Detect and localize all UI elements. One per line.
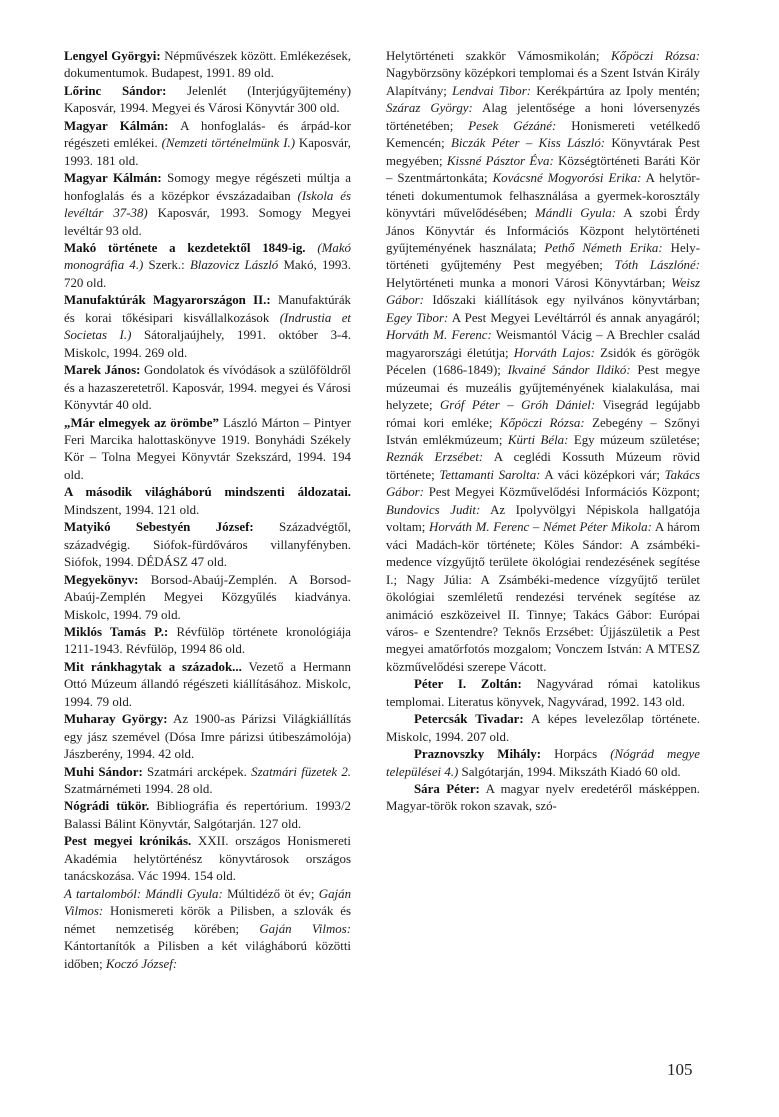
entry-title: Manufaktúrák Magyarországon II.: xyxy=(64,293,271,308)
entry-title: Petercsák Tivadar: xyxy=(414,712,524,727)
bibliography-entry xyxy=(64,659,351,711)
entry-italic: (Nemzeti történelmünk I.) xyxy=(161,136,296,151)
entry-italic: Weisz Gábor: xyxy=(386,275,700,308)
entry-text: Révfülöp története kronológiája 1211-1943. Révfülöp, 1994 86 old. xyxy=(64,624,352,657)
entry-italic: (Iskola és levéltár 37-38) xyxy=(64,188,351,221)
entry-text: Múltidéző öt év; xyxy=(222,886,319,901)
entry-text: Szerk.: xyxy=(143,258,190,273)
entry-text: Századvégtől, századvégig. Siófok-fürdőváros villanyfényben. Siófok, 1994. DÉDÁSZ 47 old. xyxy=(64,520,351,570)
bibliography-entry xyxy=(64,83,351,118)
entry-italic: Gaján Vilmos: xyxy=(64,886,352,919)
entry-text: Honismereti vetélkedő Kemencén; xyxy=(386,118,701,151)
entry-text: Kerékpártúra az Ipoly mentén; xyxy=(531,83,700,98)
entry-title: A második világháború mindszenti áldozatai. xyxy=(64,485,351,500)
entry-text: A magyar nyelv eredetéről másképpen. Magyar-török rokon szavak, szó- xyxy=(386,782,700,814)
entry-text: A három váci Madách-kör története; Köles Sándor: A zsámbéki-medence vízgyűjtő területe ökológiai rendezésének segítése I.; Nagy Júlia: A Zsámbéki-medence vízgyűjtő terület ökológiai szemléletű rendezési tervének segítése az animáció eszközeivel II. Tinnye; Takács Gábor: Európai város- e Szentendre? Teknős Erzsébet: Újjászületik a Pest megyei amatőrfotós mozgalom; Vonczem István: A MTESZ közművelődési szerepe Vácott. xyxy=(386,520,700,674)
entry-text: Az 1900-as Párizsi Világkiállítás egy jász szemével (Dósa Imre párizsi útibeszámolója) Jászberény, 1994. 42 old. xyxy=(64,712,351,762)
entry-italic: Kőpöczi Rózsa: xyxy=(499,415,585,430)
bibliography-entry xyxy=(64,764,351,799)
entry-text: Gondolatok és vívódások a szülőföldről és a hazaszeretetről. Kaposvár, 1994. megyei és Városi Könyvtár 40 old. xyxy=(64,363,351,413)
entry-italic: Horváth M. Ferenc – Német Péter Mikola: xyxy=(429,520,652,535)
entry-text: Bibliográfia és repertórium. 1993/2 Balassi Bálint Könyvtár, Salgótarján. 127 old. xyxy=(64,799,351,831)
entry-text: Weismantól Vácig – A Brechler család magyarországi életútja; xyxy=(386,328,700,360)
entry-text: Könyvtárak Pest megyében; xyxy=(386,136,701,168)
entry-text: Zsidók és görögök Pécelen (1686-1849); xyxy=(386,345,700,378)
entry-italic: Blazovicz László xyxy=(189,258,279,273)
entry-text: Borsod-Abaúj-Zemplén. A Borsod-Abaúj-Zemplén Megyei Közgyűlés kiadványa. Miskolc, 1994. 79 old. xyxy=(64,572,351,622)
entry-italic: Lendvai Tibor: xyxy=(452,83,532,98)
entry-title: Makó története a kezdetektől 1849-ig. xyxy=(64,240,306,255)
bibliography-entry xyxy=(386,746,700,781)
bibliography-entry xyxy=(386,711,700,746)
bibliography-entry xyxy=(64,362,351,414)
bibliography-entry xyxy=(386,781,700,816)
entry-italic: Mándli Gyula: xyxy=(535,206,617,221)
entry-italic: Pethő Németh Erika: xyxy=(544,240,663,255)
entry-text: Az Ipolyvölgyi Népiskola hallgatója voltam; xyxy=(386,502,700,535)
entry-title: Lengyel Györgyi: xyxy=(64,49,161,63)
entry-title: Nógrádi tükör. xyxy=(64,799,150,814)
entry-italic: Pesek Gézáné: xyxy=(468,118,557,133)
entry-italic: (Makó monográfia 4.) xyxy=(64,240,351,273)
entry-text: A váci középkori vár; xyxy=(540,467,665,482)
entry-text: Szatmárnémeti 1994. 28 old. xyxy=(64,782,213,797)
entry-text: A képes levelezőlap története. Miskolc, 1994. 207 old. xyxy=(386,712,700,744)
entry-italic: Koczó József: xyxy=(105,956,178,971)
entry-italic: Száraz György: xyxy=(386,101,473,116)
entry-italic: Kürti Béla: xyxy=(507,432,569,447)
entry-title: Muharay György: xyxy=(64,712,168,727)
entry-italic: Szatmári füzetek 2. xyxy=(251,764,351,779)
entry-italic: Kőpöczi Rózsa: xyxy=(611,49,700,63)
entry-italic: Tóth Lászlóné: xyxy=(614,258,700,273)
entry-italic: (Nógrád megye települései 4.) xyxy=(386,747,700,779)
bibliography-entry xyxy=(386,676,700,711)
entry-title: „Már elmegyek az örömbe” xyxy=(64,415,219,430)
bibliography-entry xyxy=(64,798,351,833)
entry-text: Mindszent, 1994. 121 old. xyxy=(64,502,200,517)
bibliography-entry xyxy=(64,415,351,485)
entry-text: Népművészek között. Emlékezések, dokumentumok. Budapest, 1991. 89 old. xyxy=(64,49,351,81)
entry-text: Kaposvár, 1993. Somogy Megyei levéltár 93 old. xyxy=(64,206,351,238)
entry-text: A helytörténeti dokumentumok felhasználása a gyermek-korosztály könyvtári művelődésében; xyxy=(386,171,700,221)
entry-italic: (Indrustia et Societas I.) xyxy=(64,310,351,343)
bibliography-entry xyxy=(64,48,351,83)
entry-text: Kaposvár, 1993. 181 old. xyxy=(64,136,352,168)
entry-text: Nagyvárad római katolikus templomai. Literatus könyvek, Nagyvárad, 1992. 143 old. xyxy=(386,677,701,709)
entry-title: Mit ránkhagytak a századok... xyxy=(64,659,242,674)
entry-title: Péter I. Zoltán: xyxy=(414,677,522,692)
entry-text: XXII. országos Honismereti Akadémia helytörténész könyvtárosok országos tanácskozása. Vác 1994. 154 old. xyxy=(64,834,351,884)
entry-text: Községtörténeti Baráti Kör – Szentmártonkáta; xyxy=(386,153,701,186)
bibliography-entry xyxy=(64,624,351,659)
entry-text: Zebegény – Szőnyi István emlékmúzeum; xyxy=(386,415,700,447)
bibliography-entry xyxy=(64,886,351,973)
entry-text: Jelenlét (Interjúgyűjtemény) Kaposvár, 1994. Megyei és Városi Könyvtár 300 old. xyxy=(64,83,351,116)
entry-italic: Tettamanti Sarolta: xyxy=(439,467,541,482)
bibliography-entry xyxy=(386,48,700,676)
entry-text: Kántortanítók a Pilisben a két világháború közötti időben; xyxy=(64,939,351,971)
entry-title: Sára Péter: xyxy=(414,782,480,797)
entry-italic: A tartalomból: Mándli Gyula: xyxy=(64,886,223,901)
entry-italic: Kissné Pásztor Éva: xyxy=(446,153,554,168)
entry-text: Időszaki kiállítások egy nyilvános könyvtárban; xyxy=(423,293,700,308)
entry-title: Pest megyei krónikás. xyxy=(64,834,192,849)
page-number: 105 xyxy=(667,1060,693,1079)
entry-text: Salgótarján, 1994. Mikszáth Kiadó 60 old. xyxy=(458,764,681,779)
entry-italic: Horváth M. Ferenc: xyxy=(386,328,492,343)
bibliography-entry xyxy=(64,711,351,763)
entry-text: Sátoraljaújhely, 1991. október 3-4. Miskolc, 1994. 269 old. xyxy=(64,328,351,360)
entry-text: Egy múzeum születése; xyxy=(568,432,700,447)
entry-text: Helytörténeti munka a monori Városi Könyvtárban; xyxy=(386,275,672,290)
bibliography-entry xyxy=(64,833,351,885)
entry-text: László Márton – Pintyer Feri Marcika halottaskönyve 1919. Bonyhádi Székely Kör – Tolna Megyei Könyvtár Szekszárd, 1994. 194 old. xyxy=(64,415,351,482)
entry-text: A Pest Megyei Levéltárról és annak anyagáról; xyxy=(448,310,700,325)
entry-text xyxy=(306,241,318,255)
entry-italic: Biczák Péter – Kiss László: xyxy=(451,136,606,151)
left-column xyxy=(64,48,351,973)
bibliography-entry xyxy=(64,572,351,624)
bibliography-entry xyxy=(64,519,351,571)
entry-text: Pest Megyei Közművelődési Információs Központ; xyxy=(423,485,700,500)
entry-title: Miklós Tamás P.: xyxy=(64,624,169,639)
entry-italic: Takács Gábor: xyxy=(386,467,700,500)
entry-italic: Egey Tibor: xyxy=(386,310,449,325)
right-column xyxy=(386,48,700,816)
entry-title: Marek János: xyxy=(64,363,141,378)
entry-text: A ceglédi Kossuth Múzeum rövid története; xyxy=(386,450,700,482)
entry-text: Makó, 1993. 720 old. xyxy=(64,258,351,290)
entry-text: Helytörténeti gyűjtemény Pest megyében; xyxy=(386,240,700,273)
entry-italic: Horváth Lajos: xyxy=(513,345,595,360)
entry-text: Pest megye múzeumai és muzeális gyűjteményének kialakulása, mai helyzete; xyxy=(386,363,700,413)
bibliography-entry xyxy=(64,170,351,240)
entry-text: Manufaktúrák és korai tőkésipari kisvállalkozások xyxy=(64,293,351,325)
entry-text: Honismereti körök a Pilisben, a szlovák és német nemzetiség körében; xyxy=(64,904,351,936)
entry-title: Matyikó Sebestyén József: xyxy=(64,520,254,535)
entry-italic: Bundovics Judit: xyxy=(386,502,481,517)
bibliography-entry xyxy=(64,292,351,362)
entry-title: Praznovszky Mihály: xyxy=(414,747,541,762)
entry-title: Lőrinc Sándor: xyxy=(64,83,167,98)
entry-text: Visegrád legújabb római kori emléke; xyxy=(386,398,701,430)
entry-text: A honfoglalás- és árpád-kor régészeti emlékei. xyxy=(64,118,351,151)
entry-italic: Reznák Erzsébet: xyxy=(386,450,484,465)
entry-text: A szobi Érdy János Könyvtár és Információs Központ helytörténeti gyűjteményének használata; xyxy=(386,206,700,255)
bibliography-entry xyxy=(64,484,351,519)
entry-text: Helytörténeti szakkör Vámosmikolán; xyxy=(386,49,612,63)
bibliography-entry xyxy=(64,240,351,292)
entry-text: Nagybörzsöny középkori templomai és a Szent István Király Alapítvány; xyxy=(386,66,700,98)
entry-text: Alag jelentősége a honi lóversenyzés történetében; xyxy=(386,101,700,133)
entry-title: Magyar Kálmán: xyxy=(64,171,162,186)
entry-italic: Gróf Péter – Gróh Dániel: xyxy=(440,398,596,413)
entry-italic: Kovácsné Mogyorósi Erika: xyxy=(492,171,642,186)
bibliography-entry xyxy=(64,118,351,170)
entry-italic: Ikvainé Sándor Ildikó: xyxy=(507,363,631,378)
entry-italic: Gaján Vilmos: xyxy=(259,921,352,936)
entry-text: Horpács xyxy=(541,747,611,762)
entry-title: Muhi Sándor: xyxy=(64,764,143,779)
entry-title: Magyar Kálmán: xyxy=(64,118,169,133)
entry-text: Szatmári arcképek. xyxy=(142,764,252,779)
entry-text: Somogy megye régészeti múltja a honfoglalás és a középkor évszázadaiban xyxy=(64,171,352,203)
entry-text: Vezető a Hermann Ottó Múzeum állandó régészeti kiállításához. Miskolc, 1994. 79 old. xyxy=(64,659,351,709)
entry-title: Megyekönyv: xyxy=(64,572,139,587)
